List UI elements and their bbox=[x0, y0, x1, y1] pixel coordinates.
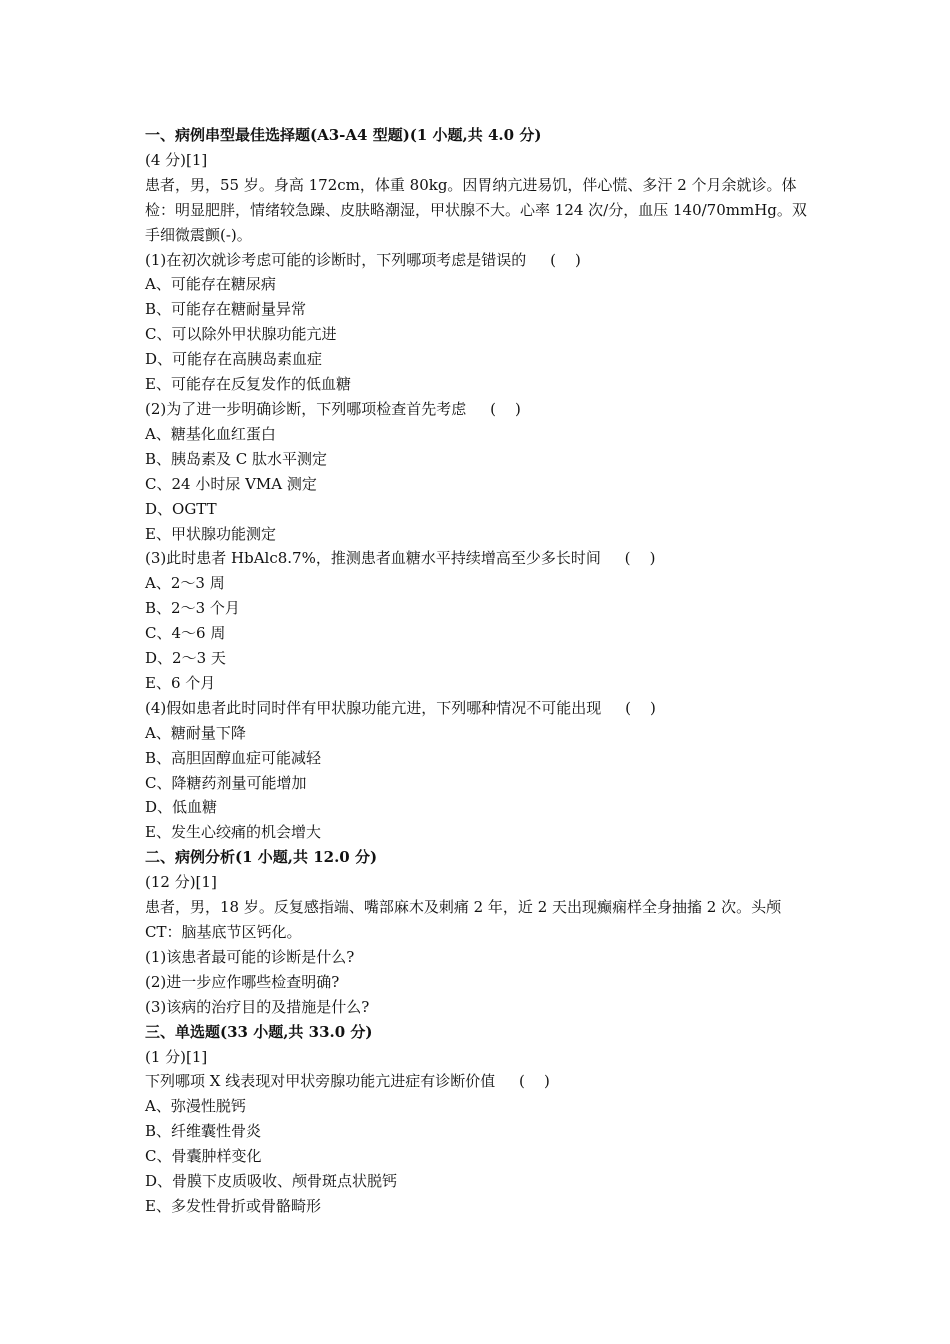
option-c: C、4～6 周 bbox=[145, 624, 226, 643]
section1-case: 患者，男，55 岁。身高 172cm，体重 80kg。因胃纳亢进易饥，伴心慌、多汗 2 个月余就诊。体检：明显肥胖，情绪较急躁、皮肤略潮湿，甲状腺不大。心率 124 次/分，血压 140/70mmHg。双手细微震颤(-)。 bbox=[145, 175, 807, 244]
question-stem: (3)此时患者 HbAlc8.7%，推测患者血糖水平持续增高至少多长时间 ( ) bbox=[145, 549, 656, 568]
option-d: D、OGTT bbox=[145, 499, 217, 518]
section2-case: 患者，男，18 岁。反复感指端、嘴部麻木及刺痛 2 年，近 2 天出现癫痫样全身抽搐 2 次。头颅 CT：脑基底节区钙化。 bbox=[145, 898, 782, 941]
option-c: C、降糖药剂量可能增加 bbox=[145, 773, 307, 792]
option-e: E、多发性骨折或骨骼畸形 bbox=[145, 1196, 321, 1215]
section2-heading: 二、病例分析(1 小题,共 12.0 分) bbox=[145, 848, 378, 867]
option-e: E、6 个月 bbox=[145, 673, 216, 692]
option-a: A、可能存在糖尿病 bbox=[145, 275, 276, 294]
option-c: C、可以除外甲状腺功能亢进 bbox=[145, 325, 337, 344]
analysis-question: (2)进一步应作哪些检查明确? bbox=[145, 972, 340, 991]
option-d: D、低血糖 bbox=[145, 798, 218, 817]
section2-score: (12 分)[1] bbox=[145, 873, 217, 892]
document-page bbox=[145, 123, 815, 1219]
option-c: C、骨囊肿样变化 bbox=[145, 1147, 262, 1166]
option-b: B、高胆固醇血症可能减轻 bbox=[145, 748, 322, 767]
option-a: A、弥漫性脱钙 bbox=[145, 1097, 246, 1116]
section1-heading: 一、病例串型最佳选择题(A3-A4 型题)(1 小题,共 4.0 分) bbox=[145, 126, 542, 144]
question-stem: (2)为了进一步明确诊断，下列哪项检查首先考虑 ( ) bbox=[145, 399, 521, 418]
section3-heading: 三、单选题(33 小题,共 33.0 分) bbox=[145, 1022, 373, 1041]
option-e: E、发生心绞痛的机会增大 bbox=[145, 823, 321, 842]
option-d: D、可能存在高胰岛素血症 bbox=[145, 350, 323, 369]
option-a: A、2～3 周 bbox=[145, 574, 225, 593]
question-stem: (4)假如患者此时同时伴有甲状腺功能亢进，下列哪种情况不可能出现 ( ) bbox=[145, 698, 656, 717]
option-e: E、甲状腺功能测定 bbox=[145, 524, 276, 543]
analysis-question: (3)该病的治疗目的及措施是什么? bbox=[145, 997, 370, 1016]
option-b: B、胰岛素及 C 肽水平测定 bbox=[145, 449, 328, 468]
option-b: B、纤维囊性骨炎 bbox=[145, 1122, 262, 1141]
option-b: B、可能存在糖耐量异常 bbox=[145, 300, 307, 319]
option-a: A、糖基化血红蛋白 bbox=[145, 424, 276, 443]
question-stem: 下列哪项 X 线表现对甲状旁腺功能亢进症有诊断价值 ( ) bbox=[145, 1072, 550, 1091]
option-e: E、可能存在反复发作的低血糖 bbox=[145, 375, 351, 394]
analysis-question: (1)该患者最可能的诊断是什么? bbox=[145, 947, 355, 966]
option-a: A、糖耐量下降 bbox=[145, 723, 246, 742]
section3-score: (1 分)[1] bbox=[145, 1047, 208, 1066]
question-stem: (1)在初次就诊考虑可能的诊断时，下列哪项考虑是错误的 ( ) bbox=[145, 250, 581, 269]
option-d: D、2～3 天 bbox=[145, 649, 226, 668]
section1-score: (4 分)[1] bbox=[145, 150, 208, 169]
option-d: D、骨膜下皮质吸收、颅骨斑点状脱钙 bbox=[145, 1172, 398, 1191]
option-c: C、24 小时尿 VMA 测定 bbox=[145, 474, 317, 493]
option-b: B、2～3 个月 bbox=[145, 599, 240, 618]
